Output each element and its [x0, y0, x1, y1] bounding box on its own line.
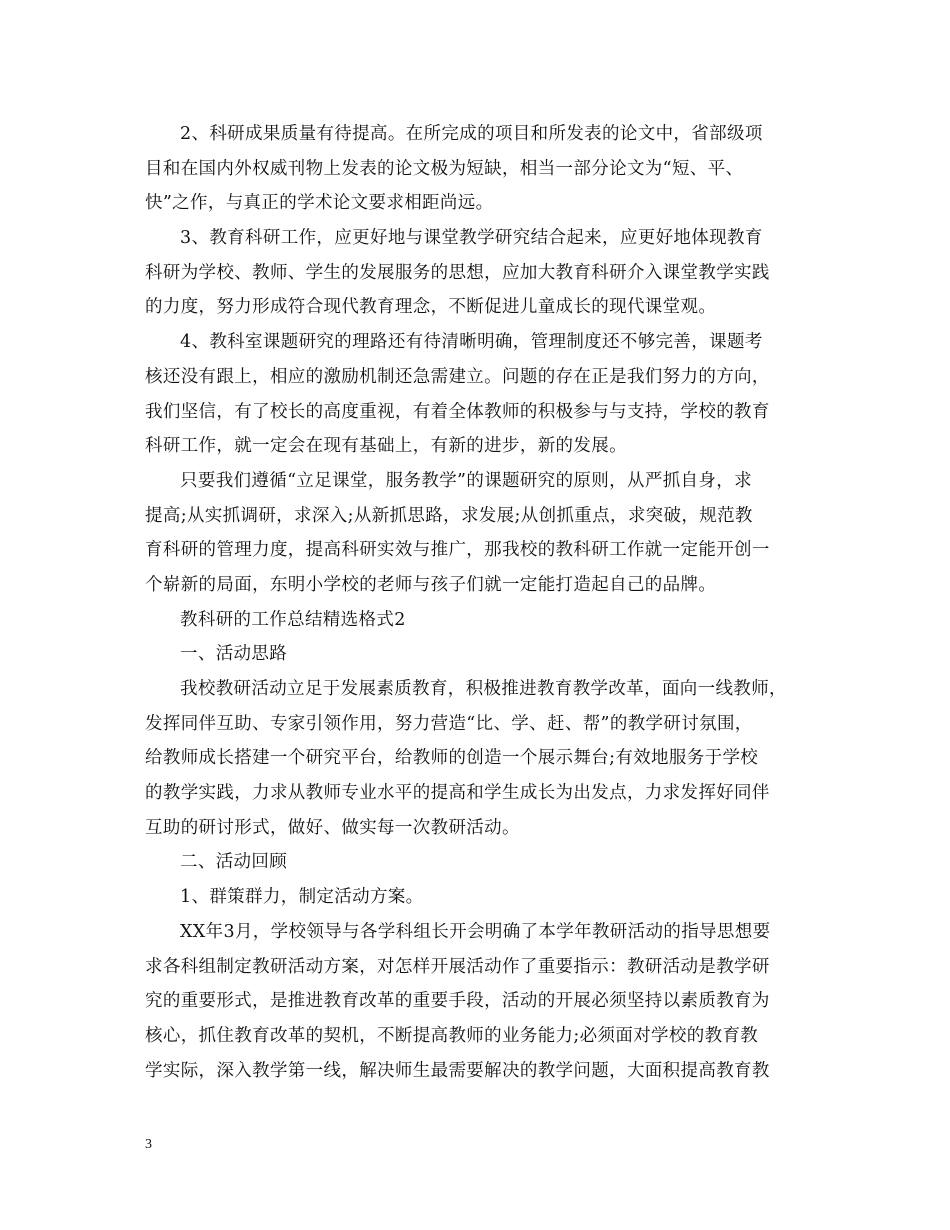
paragraph-line: 目和在国内外权威刊物上发表的论文极为短缺，相当一部分论文为“短、平、 [145, 158, 744, 179]
paragraph-line: 核心，抓住教育改革的契机，不断提高教师的业务能力;必须面对学校的教育教 [145, 1025, 759, 1046]
paragraph-line: 的教学实践，力求从教师专业水平的提高和学生成长为出发点，力求发挥好同伴 [145, 783, 770, 804]
paragraph-line: XX年3月，学校领导与各学科组长开会明确了本学年教研活动的指导思想要 [180, 921, 771, 942]
paragraph-line: 究的重要形式，是推进教育改革的重要手段，活动的开展必须坚持以素质教育为 [145, 991, 770, 1012]
section-heading: 一、活动思路 [180, 644, 288, 665]
paragraph-line: 求各科组制定教研活动方案，对怎样开展活动作了重要指示：教研活动是教学研 [145, 956, 770, 977]
section-heading: 二、活动回顾 [180, 852, 288, 873]
paragraph-line: 2、科研成果质量有待提高。在所完成的项目和所发表的论文中，省部级项 [180, 124, 763, 144]
paragraph-line: 育科研的管理力度，提高科研实效与推广，那我校的教科研工作就一定能开创一 [145, 540, 770, 561]
paragraph-line: 提高;从实抓调研，求深入;从新抓思路，求发展;从创抓重点，求突破，规范教 [145, 505, 753, 526]
paragraph-line: 4、教科室课题研究的理路还有待清晰明确，管理制度还不够完善，课题考 [180, 332, 763, 353]
paragraph-line: 3、教育科研工作，应更好地与课堂教学研究结合起来，应更好地体现教育 [180, 228, 763, 249]
paragraph-line: 互助的研讨形式，做好、做实每一次教研活动。 [145, 817, 520, 838]
paragraph-line: 个崭新的局面，东明小学校的老师与孩子们就一定能打造起自己的品牌。 [145, 574, 717, 595]
paragraph-line: 的力度，努力形成符合现代教育理念，不断促进儿童成长的现代课堂观。 [145, 297, 717, 318]
paragraph-line: 核还没有跟上，相应的激励机制还急需建立。问题的存在正是我们努力的方向， [145, 366, 770, 387]
section-heading: 教科研的工作总结精选格式2 [180, 609, 406, 630]
paragraph-line: 科研工作，就一定会在现有基础上，有新的进步，新的发展。 [145, 436, 627, 457]
subsection-heading: 1、群策群力，制定活动方案。 [180, 887, 424, 908]
page-number: 3 [145, 1137, 152, 1152]
paragraph-line: 只要我们遵循“立足课堂，服务教学”的课题研究的原则，从严抓自身，求 [180, 470, 752, 491]
paragraph-line: 发挥同伴互助、专家引领作用，努力营造“比、学、赶、帮”的教学研讨氛围， [145, 713, 753, 734]
paragraph-line: 学实际，深入教学第一线，解决师生最需要解决的教学问题，大面积提高教育教 [145, 1060, 770, 1081]
paragraph-line: 快”之作，与真正的学术论文要求相距尚远。 [145, 193, 494, 214]
paragraph-line: 科研为学校、教师、学生的发展服务的思想，应加大教育科研介入课堂教学实践 [145, 262, 770, 283]
paragraph-line: 我们坚信，有了校长的高度重视，有着全体教师的积极参与与支持，学校的教育 [145, 401, 770, 422]
document-body [145, 117, 807, 1088]
paragraph-line: 我校教研活动立足于发展素质教育，积极推进教育教学改革，面向一线教师， [180, 679, 787, 699]
paragraph-line: 给教师成长搭建一个研究平台，给教师的创造一个展示舞台;有效地服务于学校 [145, 748, 759, 769]
